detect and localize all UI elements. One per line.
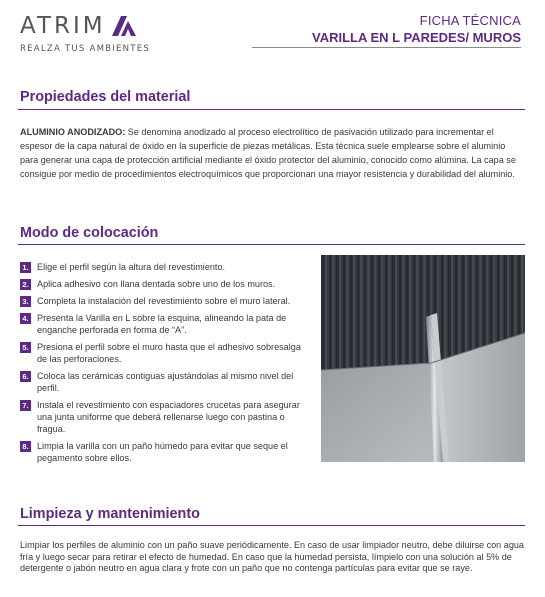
material-body: Se denomina anodizado al proceso electrolítico de pasivación utilizado para incrementar el espesor de la capa natural de óxido en la superficie de piezas metálicas. Esta técnica suele emplearse sobre el aluminio para generar una capa de protección artificial mediante el óxido protector del aluminio, conocido como alúmina. La capa se consigue por medio de procedimientos electroquímicos que proporcionan una mayor resistencia y durabilidad del aluminio. xyxy=(20,127,516,179)
step-item xyxy=(20,261,312,273)
step-text: Coloca las cerámicas contiguas ajustándolas al mismo nivel del perfil. xyxy=(37,371,294,393)
step-number: 6. xyxy=(20,371,31,382)
material-description xyxy=(20,125,525,181)
page-header xyxy=(0,0,545,62)
step-text: Limpia la varilla con un paño húmedo para evitar que seque el pegamento sobre ellos. xyxy=(37,441,288,463)
material-section-divider xyxy=(18,109,525,110)
step-number: 2. xyxy=(20,279,31,290)
cleaning-section-divider xyxy=(18,525,525,526)
cleaning-description: Limpiar los perfiles de aluminio con un paño suave periódicamente. En caso de usar limpiador neutro, debe diluirse con agua fría y luego secar para retirar el efecto de humedad. En caso que la humedad persista, límpielo con una solución al 5% de detergente o jabón neutro en agua clara y frote con un paño que no contenga partículas para evitar que se raye. xyxy=(20,540,524,573)
document-title: VARILLA EN L PAREDES/ MUROS xyxy=(312,30,521,45)
brand-tagline: REALZA TUS AMBIENTES xyxy=(20,44,151,54)
brand-name: ATRIM xyxy=(20,13,106,39)
step-number: 4. xyxy=(20,313,31,324)
material-lead: ALUMINIO ANODIZADO: xyxy=(20,127,126,137)
installation-section-title: Modo de colocación xyxy=(20,225,159,241)
installation-steps xyxy=(20,261,312,464)
step-number: 1. xyxy=(20,262,31,273)
step-number: 5. xyxy=(20,342,31,353)
step-text: Completa la instalación del revestimiento sobre el muro lateral. xyxy=(37,296,291,306)
step-item xyxy=(20,295,312,307)
step-item xyxy=(20,312,312,336)
step-number: 7. xyxy=(20,400,31,411)
cleaning-section-title: Limpieza y mantenimiento xyxy=(20,506,200,522)
step-text: Instala el revestimiento con espaciadores crucetas para asegurar una junta uniforme que deberá rellenarse luego con pastina o fragua. xyxy=(37,400,300,434)
step-text: Aplica adhesivo con llana dentada sobre uno de los muros. xyxy=(37,279,276,289)
step-item xyxy=(20,370,312,394)
atrim-triangle-logo-icon xyxy=(112,16,136,41)
step-item xyxy=(20,341,312,365)
step-number: 8. xyxy=(20,441,31,452)
brand-logo xyxy=(20,14,150,54)
step-number: 3. xyxy=(20,296,31,307)
material-section-title: Propiedades del material xyxy=(20,89,191,105)
step-item xyxy=(20,278,312,290)
step-item xyxy=(20,399,312,435)
document-type: FICHA TÉCNICA xyxy=(419,13,521,28)
product-photo xyxy=(321,255,525,462)
step-text: Presiona el perfil sobre el muro hasta que el adhesivo sobresalga de las perforaciones. xyxy=(37,342,301,364)
step-text: Presenta la Varilla en L sobre la esquina, alineando la pata de enganche perforada en forma de “A”. xyxy=(37,313,287,335)
step-text: Elige el perfil según la altura del revestimiento. xyxy=(37,262,226,272)
header-divider xyxy=(252,47,521,48)
installation-section-divider xyxy=(18,244,525,245)
step-item xyxy=(20,440,312,464)
